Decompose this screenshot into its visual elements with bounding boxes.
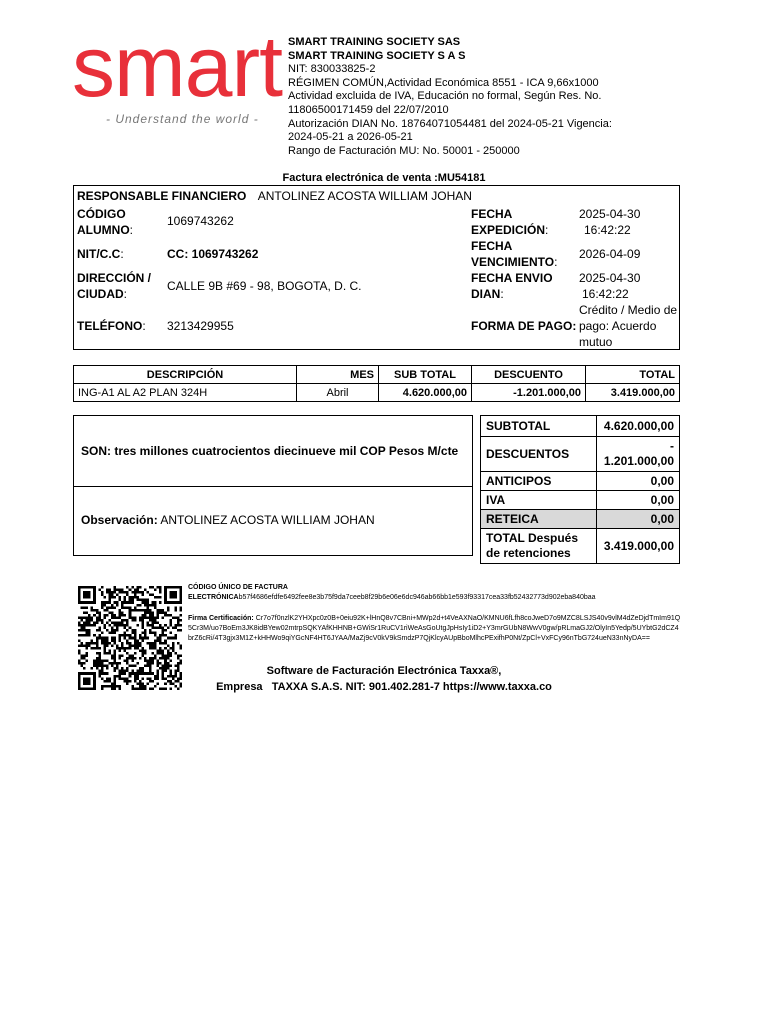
responsable-row [77, 188, 472, 204]
col-mes: MES [297, 366, 379, 384]
company-logo [72, 19, 282, 130]
fecha-expedicion-value [579, 206, 640, 238]
subtotal-value: 4.620.000,00 [597, 416, 680, 437]
telefono-value: 3213429955 [167, 319, 234, 333]
fecha-expedicion-label-line1: FECHA [471, 207, 513, 221]
company-rango: Rango de Facturación MU: No. 50001 - 250000 [288, 144, 520, 157]
totals-row-total [481, 529, 680, 564]
direccion-label-line2: CIUDAD: [77, 287, 128, 301]
logo-tagline: - Understand the world - [106, 112, 259, 126]
fecha-envio-label-line2: DIAN: [471, 287, 504, 301]
totals-row-anticipos [481, 472, 680, 491]
fecha-expedicion-label [471, 206, 548, 238]
codigo-label-line2: ALUMNO: [77, 223, 134, 237]
col-descripcion: DESCRIPCIÓN [74, 366, 297, 384]
iva-label: IVA [481, 491, 597, 510]
total-value: 3.419.000,00 [597, 529, 680, 564]
software-line1: Software de Facturación Electrónica Taxxa®, [266, 665, 502, 677]
firma-block [188, 614, 682, 644]
cufe-line [188, 593, 688, 603]
subtotal-label: SUBTOTAL [481, 416, 597, 437]
fecha-expedicion-date: 2025-04-30 [579, 207, 641, 221]
customer-info-box [73, 185, 680, 350]
col-descuento: DESCUENTO [472, 366, 586, 384]
descuentos-label: DESCUENTOS [481, 437, 597, 472]
fecha-vencimiento-label-line1: FECHA [471, 239, 513, 253]
fecha-envio-label [471, 270, 553, 302]
observacion-label: Observación: [81, 513, 158, 527]
items-header-row [74, 366, 680, 384]
col-subtotal: SUB TOTAL [379, 366, 472, 384]
nit-label: NIT/C.C: [77, 247, 124, 261]
cufe-label-2: ELECTRÓNICA [188, 593, 239, 601]
observacion-value: ANTOLINEZ ACOSTA WILLIAM JOHAN [160, 513, 375, 527]
descuentos-sign: - [670, 439, 674, 453]
company-legal-name: SMART TRAINING SOCIETY S A S [288, 49, 466, 62]
son-text: SON: tres millones cuatrocientos diecinueve mil COP Pesos M/cte [81, 444, 459, 458]
forma-pago-label: FORMA DE PAGO: [471, 319, 577, 333]
col-total: TOTAL [586, 366, 680, 384]
company-nit: NIT: 830033825-2 [288, 63, 376, 76]
fecha-envio-time: 16:42:22 [582, 287, 629, 301]
nit-value: CC: 1069743262 [167, 247, 259, 261]
invoice-title: Factura electrónica de venta :MU54181 [282, 172, 486, 184]
telefono-label: TELÉFONO: [77, 319, 146, 333]
item-mes: Abril [297, 384, 379, 402]
totals-row-reteica [481, 510, 680, 529]
fecha-envio-label-line1: FECHA ENVIO [471, 271, 553, 285]
logo-wordmark: smart [72, 19, 282, 115]
observacion-row [81, 513, 375, 527]
totals-row-iva [481, 491, 680, 510]
item-subtotal: 4.620.000,00 [379, 384, 472, 402]
company-excluida: Actividad excluida de IVA, Educación no formal, Según Res. No. 11806500171459 del 22/07/2010 [288, 90, 602, 116]
descuentos-value: 1.201.000,00 [603, 454, 674, 468]
fecha-vencimiento-label-line2: VENCIMIENTO: [471, 255, 558, 269]
totals-table [480, 415, 680, 564]
codigo-value: 1069743262 [167, 214, 234, 228]
fecha-vencimiento-value: 2026-04-09 [579, 247, 641, 261]
anticipos-label: ANTICIPOS [481, 472, 597, 491]
totals-row-subtotal [481, 416, 680, 437]
direccion-value: CALLE 9B #69 - 98, BOGOTA, D. C. [167, 279, 362, 293]
software-line2: Empresa TAXXA S.A.S. NIT: 901.402.281-7 https://www.taxxa.co [216, 681, 552, 693]
item-descuento: -1.201.000,00 [472, 384, 586, 402]
reteica-value: 0,00 [597, 510, 680, 529]
totals-row-descuentos [481, 437, 680, 472]
firma-label: Firma Certificación: [188, 615, 254, 622]
cufe-label: CÓDIGO ÚNICO DE FACTURA [188, 584, 288, 591]
company-regimen: RÉGIMEN COMÚN,Actividad Económica 8551 - ICA 9,66x1000 [288, 76, 599, 89]
fecha-expedicion-label-line2: EXPEDICIÓN: [471, 223, 549, 237]
iva-value: 0,00 [597, 491, 680, 510]
software-footer [0, 663, 768, 695]
fecha-vencimiento-label [471, 238, 557, 270]
fecha-envio-date: 2025-04-30 [579, 271, 641, 285]
anticipos-value: 0,00 [597, 472, 680, 491]
reteica-label: RETEICA [481, 510, 597, 529]
fecha-envio-value [579, 270, 640, 302]
firma-value: Cr7o7f0nzlK2YHXpc0z0B+0eiu92K+lHnQ8v7CBni+MWp2d+t4VeAXNaO/KMNU6fLfh8coJweD7o9MZC8LSJS40v9vlM4dZeDjdTmIm91Q5Cr3M/uo7BoEm3JK8idBYew02mtrpSQKYAfKHHNB+GWiSr1RuCV1riWeAsGoUtgJpHsIy1iD2+Y3mrGUbN8WwV0gw/pRLmaGJ2/OlyIn5Yedp/5UYbtG2dCZ4brZ6cRi/4T3gjx3M1Z+kHHWo9qiYGcNF4HT6JYAA/MaZj9cV0kV9kSmdzP7QjKlcyAUpBboMlhcPExifhP0Nt/ZpCl+VxFCy96nTbG724ueN33nNyDA== [188, 615, 681, 642]
company-autorizacion: Autorización DIAN No. 18764071054481 del 2024-05-21 Vigencia: 2024-05-21 a 2026-05-21 [288, 117, 612, 144]
cufe-block [188, 583, 688, 602]
total-label: TOTAL Después de retenciones [481, 529, 597, 564]
descuentos-value-cell [597, 437, 680, 472]
forma-pago-value: Crédito / Medio de pago: Acuerdo mutuo [579, 303, 678, 349]
responsable-value: ANTOLINEZ ACOSTA WILLIAM JOHAN [257, 189, 472, 203]
items-table [73, 365, 680, 402]
responsable-label: RESPONSABLE FINANCIERO [77, 189, 247, 203]
son-observacion-box [73, 415, 473, 556]
company-name: SMART TRAINING SOCIETY SAS [288, 36, 461, 48]
fecha-expedicion-time: 16:42:22 [584, 223, 631, 237]
direccion-label [77, 270, 151, 302]
direccion-label-line1: DIRECCIÓN / [77, 271, 152, 285]
table-row [74, 384, 680, 402]
company-info [288, 36, 628, 158]
item-total: 3.419.000,00 [586, 384, 680, 402]
codigo-label-line1: CÓDIGO [77, 207, 126, 221]
codigo-label [77, 206, 133, 238]
cufe-value: b57f4686efdfe6492fee8e3b75f9da7ceeb8f29b6e06e6dc946ab66bb1e593f93317cea33fb52432773d902eba840baa [238, 593, 596, 601]
divider [74, 486, 472, 487]
item-descripcion: ING-A1 AL A2 PLAN 324H [74, 384, 297, 402]
